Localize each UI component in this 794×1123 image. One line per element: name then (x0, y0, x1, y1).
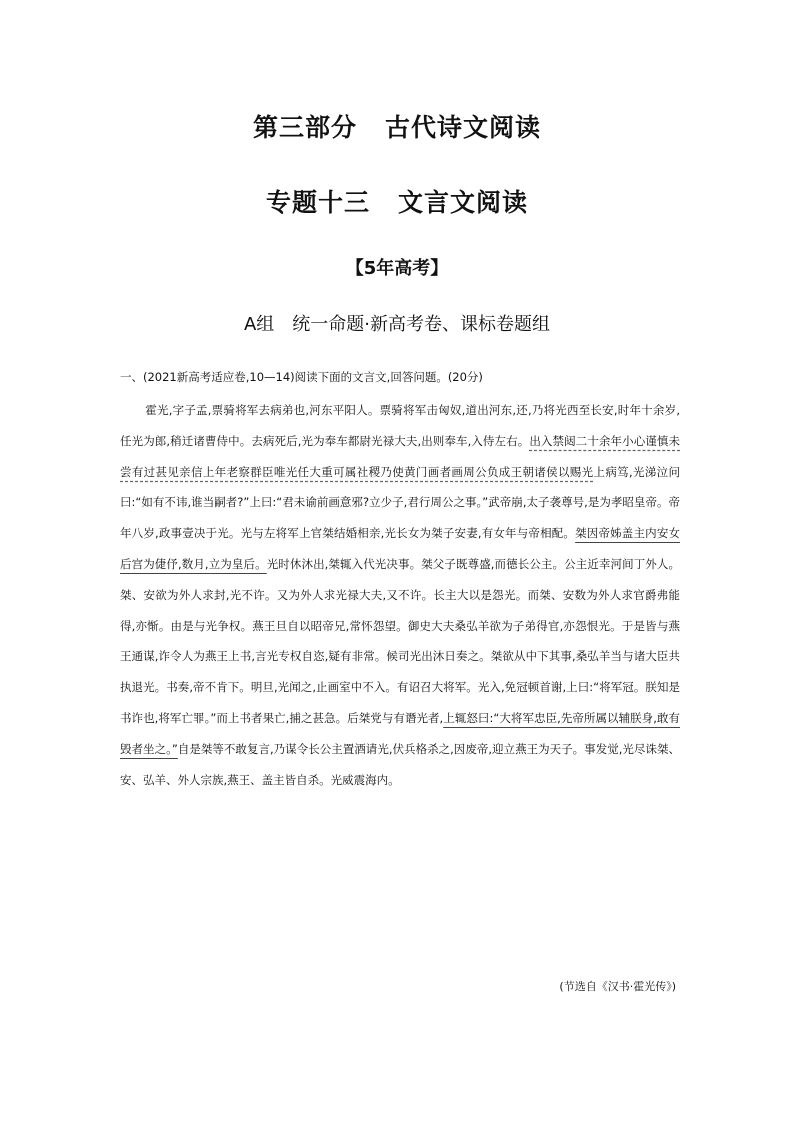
part-title (0, 108, 794, 144)
group-description: 统一命题·新高考卷、课标卷题组 (292, 314, 551, 335)
passage-translation-sentence: 上辄怒曰:“大将军忠臣,先帝所属以辅朕身,敢有毁者坐之。” (120, 710, 680, 756)
group-label: A组 (243, 314, 275, 335)
passage-punctuation-exercise: 出入禁闼二十余年小心谨慎未尝有过甚见亲信上年老察群臣唯光任大重可属社稷乃使黄门画者画周公负成王朝诸侯以赐光 (120, 433, 680, 479)
topic-title-number: 专题十三 (265, 188, 370, 217)
topic-title-text: 文言文阅读 (398, 188, 529, 217)
passage-segment: 自是桀等不敢复言,乃谋令长公主置酒请光,伏兵格杀之,因废帝,迎立燕王为天子。事发觉,光尽诛桀、安、弘羊、外人宗族,燕王、盖主皆自杀。光威震海内。 (120, 741, 680, 787)
section-heading: 【5年高考】 (345, 258, 449, 279)
passage-text (120, 395, 680, 795)
passage-segment: 光时休沐出,桀辄入代光决事。桀父子既尊盛,而德长公主。公主近幸河间丁外人。桀、安欲为外人求封,光不许。又为外人求光禄大夫,又不许。长主大以是怨光。而桀、安数为外人求官爵弗能得,亦惭。由是与光争权。燕王旦自以昭帝兄,常怀怨望。御史大夫桑弘羊欲为子弟得官,亦怨恨光。于是皆与燕王通谋,诈令人为燕王上书,言光专权自恣,疑有非常。候司光出沐日奏之。桀欲从中下其事,桑弘羊当与诸大臣共执退光。书奏,帝不肯下。明旦,光闻之,止画室中不入。有诏召大将军。光入,免冠顿首谢,上曰:“将军冠。朕知是书诈也,将军亡罪。”而上书者果亡,捕之甚急。后桀党与有谮光者, (120, 556, 681, 725)
topic-title (0, 183, 794, 219)
passage-translation-sentence: 桀因帝姊盖主内安女后宫为倢伃,数月,立为皇后。 (120, 526, 681, 571)
question-intro: 一、(2021新高考适应卷,10—14)阅读下面的文言文,回答问题。(20分) (120, 370, 483, 384)
part-title-number: 第三部分 (252, 113, 357, 142)
passage-source: (节选自《汉书·霍光传》) (559, 980, 676, 993)
passage-segment: 霍光,字子孟,票骑将军去病弟也,河东平阳人。票骑将军击匈奴,道出河东,还,乃将光西至长安,时年十余岁,任光为郎,稍迁诸曹侍中。去病死后,光为奉车都尉光禄大夫,出则奉车,入侍左右。 (120, 403, 680, 448)
passage-segment: 上病笃,光涕泣问曰:“如有不讳,谁当嗣者?”上曰:“君未谕前画意邪?立少子,君行周公之事。”武帝崩,太子袭尊号,是为孝昭皇帝。帝年八岁,政事壹决于光。光与左将军上官桀结婚相亲,光长女为桀子安妻,有女年与帝相配。 (120, 464, 680, 541)
group-heading (0, 310, 794, 336)
part-title-text: 古代诗文阅读 (385, 113, 542, 142)
